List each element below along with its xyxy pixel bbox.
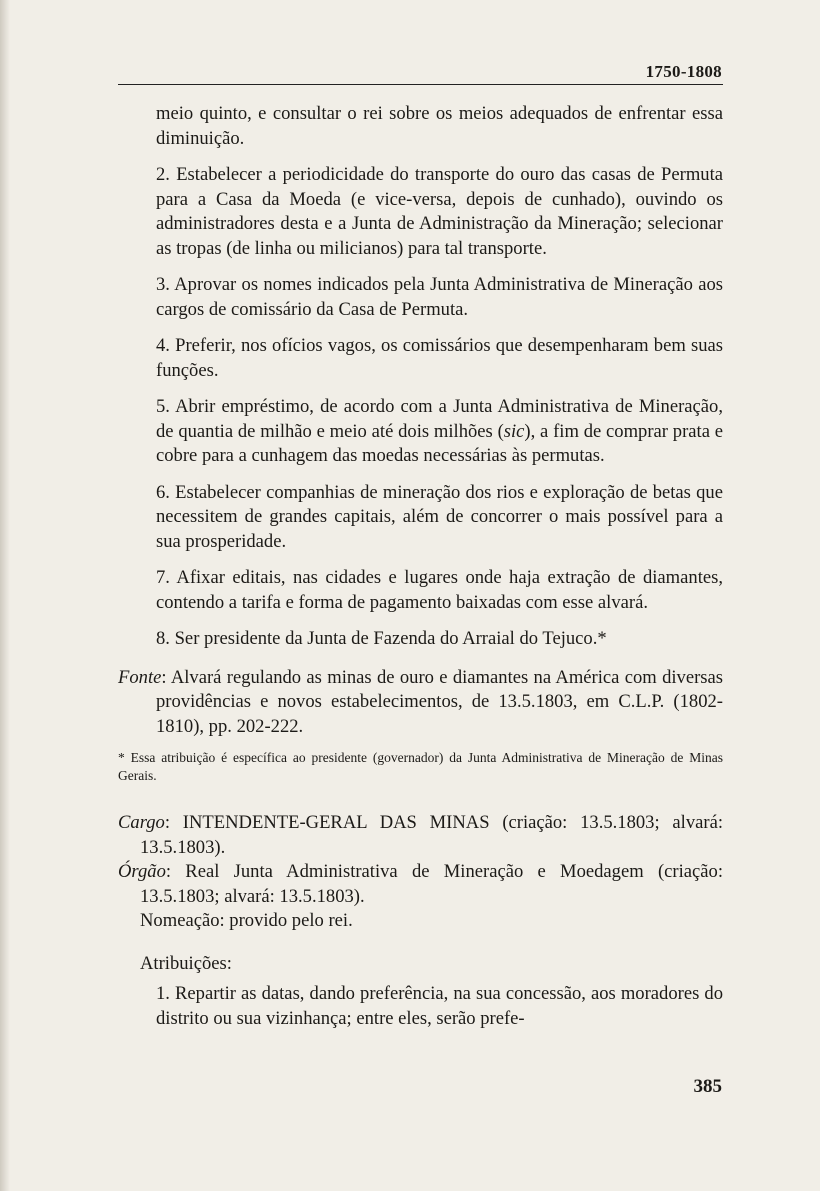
list-item [118, 273, 723, 322]
source-label: Fonte [118, 666, 162, 688]
page-number: 385 [693, 1076, 722, 1097]
atribuicoes-heading: Atribuições: [140, 952, 232, 974]
list-item [118, 982, 723, 1031]
list-item-text: 8. Ser presidente da Junta de Fazenda do Arraial do Tejuco.* [156, 628, 607, 649]
list-item [118, 627, 723, 652]
list-item-text: 3. Aprovar os nomes indicados pela Junta Administrativa de Mineração aos cargos de comissário da Casa de Permuta. [156, 274, 723, 320]
list-item [118, 163, 723, 261]
list-item [118, 395, 723, 469]
source-citation [118, 666, 723, 740]
list-item-text: meio quinto, e consultar o rei sobre os meios adequados de enfrentar essa diminuição. [156, 103, 723, 149]
list-item-text: 6. Estabelecer companhias de mineração dos rios e exploração de betas que necessitem de grandes capitais, além de concorrer o mais possível para a sua prosperidade. [156, 481, 723, 552]
running-head: 1750-1808 [645, 62, 722, 81]
list-item-text: 4. Preferir, nos ofícios vagos, os comissários que desempenharam bem suas funções. [156, 335, 723, 381]
cargo-text: : INTENDENTE-GERAL DAS MINAS (criação: 13.5.1803; alvará: 13.5.1803). [140, 812, 723, 858]
nomeacao-line: Nomeação: provido pelo rei. [140, 910, 353, 931]
orgao-line [118, 860, 723, 909]
list-item-text: 1. Repartir as datas, dando preferência, na sua concessão, aos moradores do distrito ou sua vizinhança; entre eles, serão prefe- [156, 983, 723, 1029]
cargo-line [118, 811, 723, 860]
list-item [118, 566, 723, 615]
header-rule [118, 84, 723, 85]
list-item [118, 481, 723, 555]
cargo-label: Cargo [118, 812, 165, 833]
orgao-label: Órgão [118, 861, 166, 882]
list-item [118, 102, 723, 151]
list-item-text: 7. Afixar editais, nas cidades e lugares onde haja extração de diamantes, contendo a tarifa e forma de pagamento baixadas com esse alvará. [156, 567, 723, 613]
body-text [118, 102, 723, 1031]
list-item-text: 5. Abrir empréstimo, de acordo com a Junta Administrativa de Mineração, de quantia de milhão e meio até dois milhões (sic), a fim de comprar prata e cobre para a cunhagem das moedas necessárias às permutas. [156, 396, 723, 466]
page-edge-shadow [0, 0, 10, 1191]
source-text: : Alvará regulando as minas de ouro e diamantes na América com diversas providências e novos estabelecimentos, de 13.5.1803, em C.L.P. (1802-1810), pp. 202-222. [156, 666, 723, 737]
orgao-text: : Real Junta Administrativa de Mineração e Moedagem (criação: 13.5.1803; alvará: 13.5.1803). [140, 861, 723, 907]
footnote: * Essa atribuição é específica ao presidente (governador) da Junta Administrativa de Mineração de Minas Gerais. [118, 750, 723, 783]
list-item-text: 2. Estabelecer a periodicidade do transporte do ouro das casas de Permuta para a Casa da Moeda (e vice-versa, depois de cunhado), ouvindo os administradores desta e a Junta de Administração da Mineração; selecionar as tropas (de linha ou milicianos) para tal transporte. [156, 164, 723, 259]
list-item [118, 334, 723, 383]
